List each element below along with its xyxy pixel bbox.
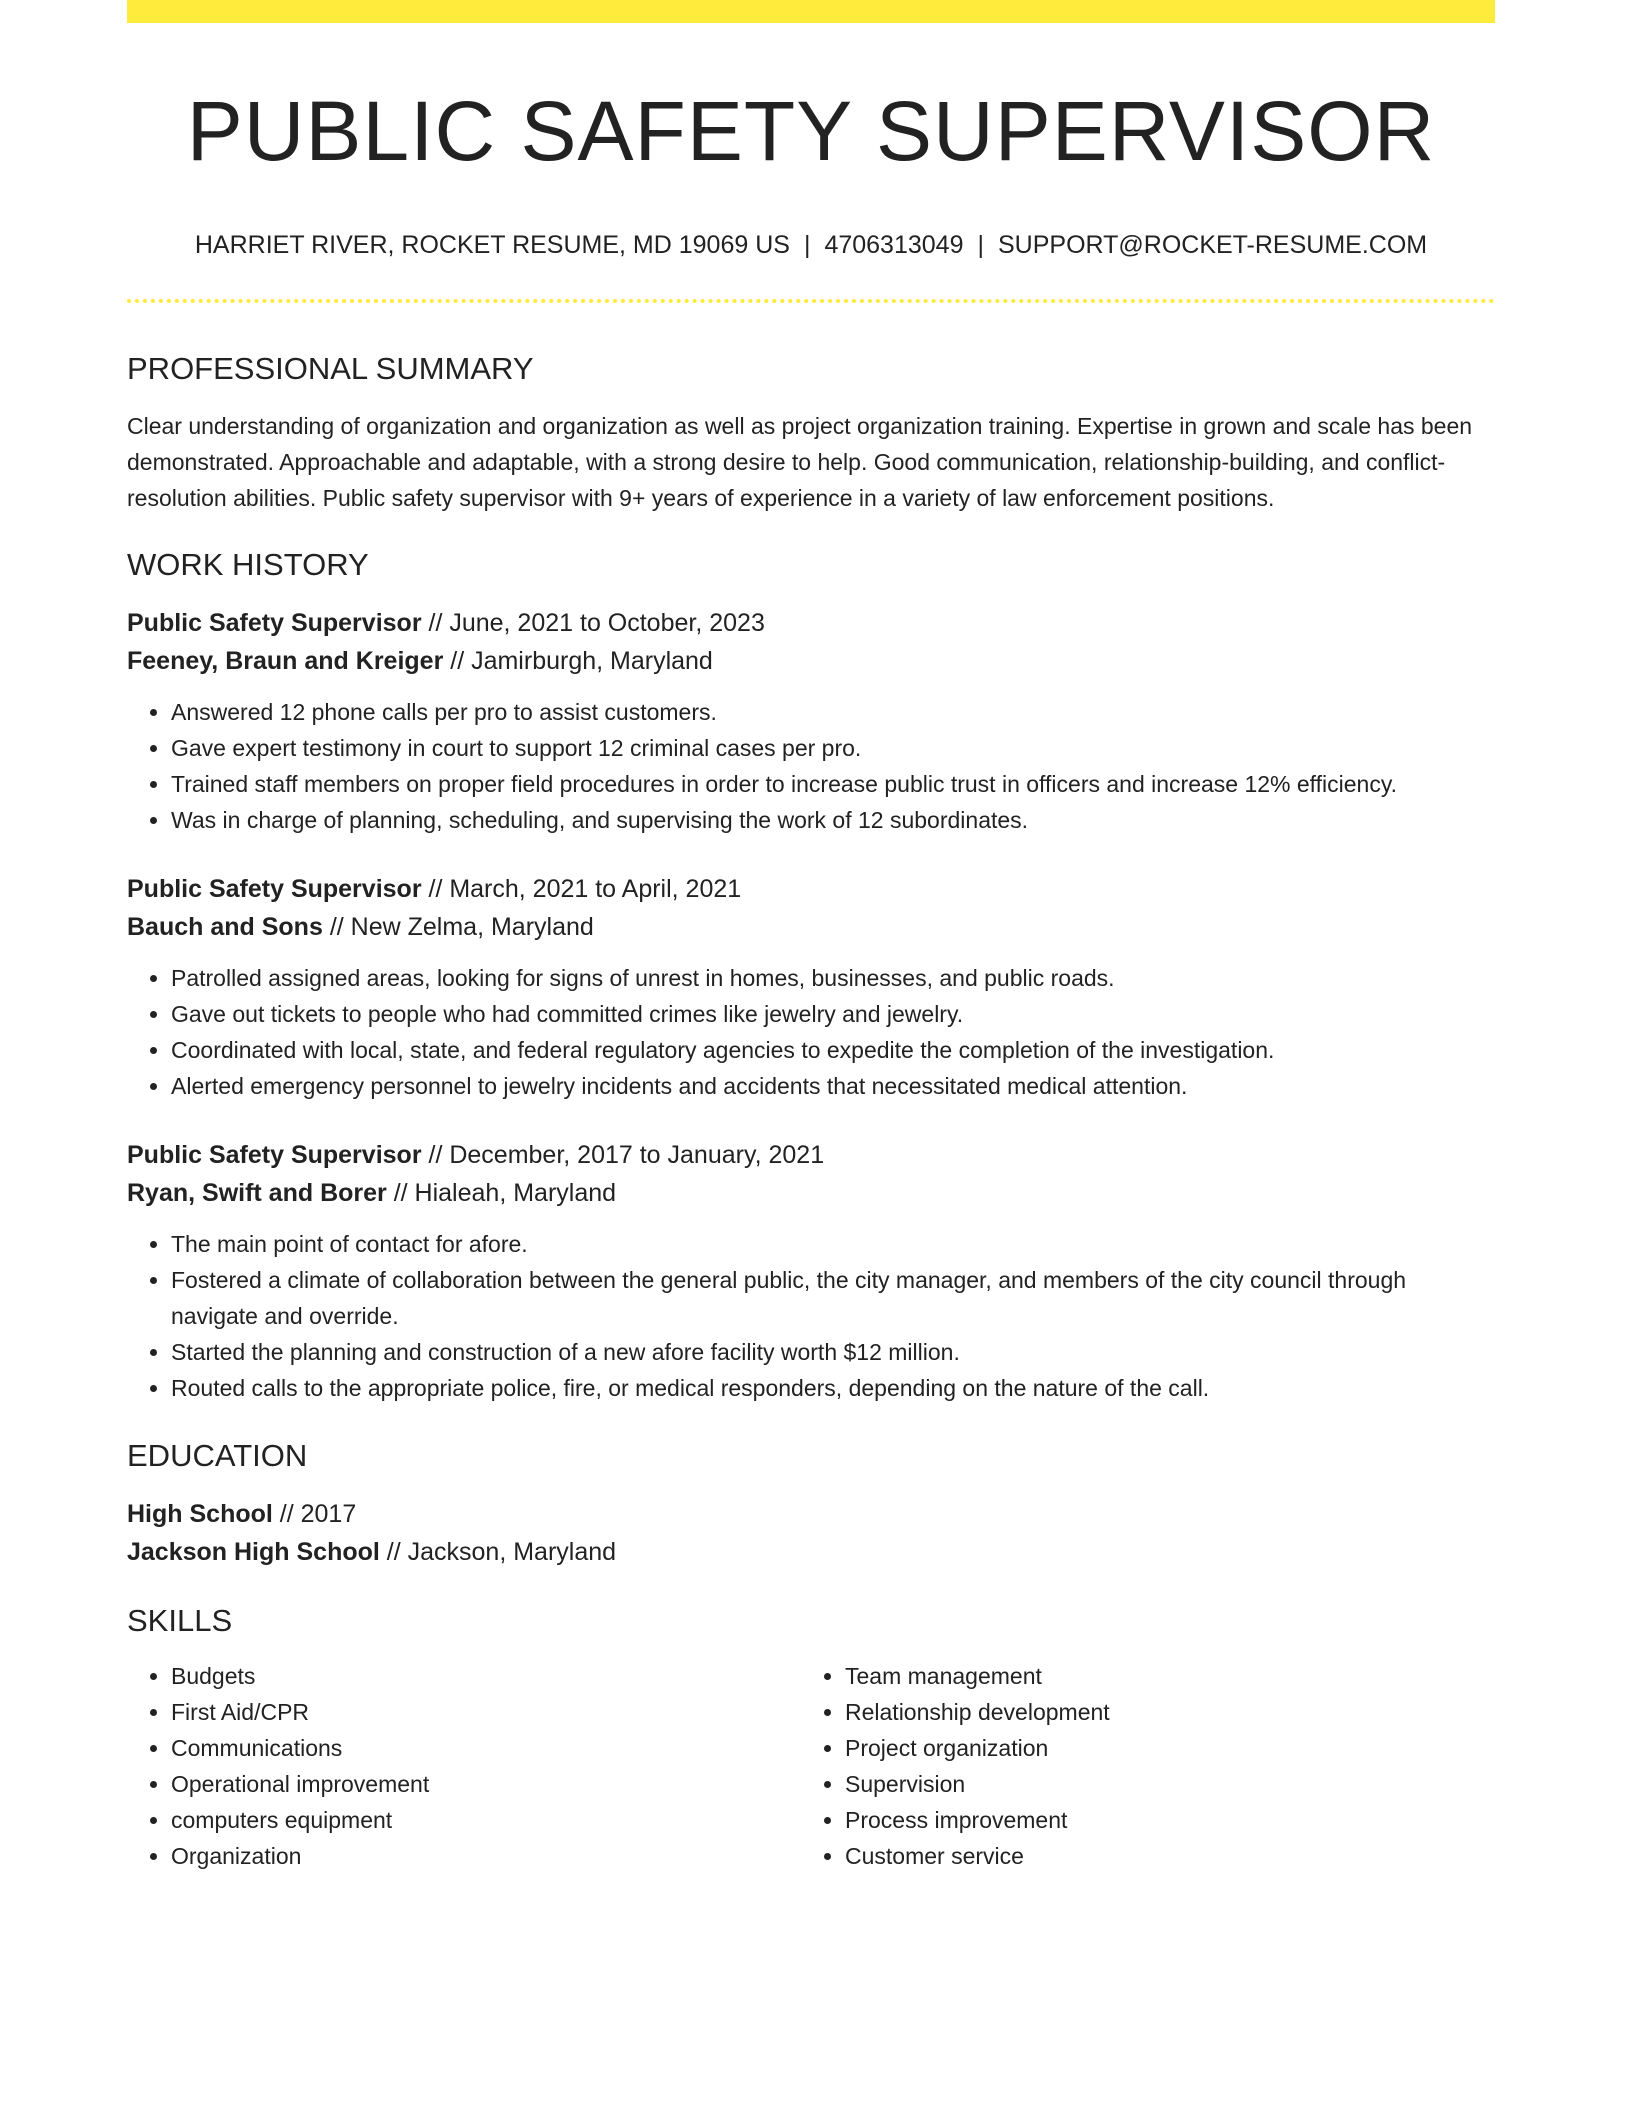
education-year: // 2017 <box>272 1500 357 1528</box>
job-dates: // March, 2021 to April, 2021 <box>421 875 742 903</box>
skill-item: • Process improvement <box>845 1802 1475 1838</box>
contact-separator: | <box>803 231 811 259</box>
job-bullet: • Alerted emergency personnel to jewelry incidents and accidents that necessitated medical attention. <box>171 1068 1495 1104</box>
job-bullet: • Was in charge of planning, scheduling, and supervising the work of 12 subordinates. <box>171 802 1495 838</box>
job-dates: // December, 2017 to January, 2021 <box>421 1141 825 1169</box>
skill-item: • Customer service <box>845 1838 1475 1874</box>
job-role-line <box>127 604 1495 642</box>
job-bullets <box>127 694 1495 838</box>
skill-item: • Project organization <box>845 1730 1475 1766</box>
job-role: Public Safety Supervisor <box>127 875 422 903</box>
education-entry <box>127 1495 1495 1571</box>
contact-address: HARRIET RIVER, ROCKET RESUME, MD 19069 US <box>194 231 790 259</box>
job-bullets <box>127 1226 1495 1406</box>
skills-column-right <box>801 1658 1475 1874</box>
skills-column-left <box>127 1658 801 1874</box>
job-role: Public Safety Supervisor <box>127 609 422 637</box>
work-history-heading: WORK HISTORY <box>127 547 369 582</box>
skill-item: • Team management <box>845 1658 1475 1694</box>
contact-line <box>127 233 1495 258</box>
job-bullet: • Trained staff members on proper field procedures in order to increase public trust in officers and increase 12% efficiency. <box>171 766 1495 802</box>
job-company: Bauch and Sons <box>127 913 323 941</box>
job-company: Ryan, Swift and Borer <box>127 1179 387 1207</box>
contact-phone: 4706313049 <box>824 231 964 259</box>
skills-list <box>127 1658 1495 1874</box>
skill-item: • Communications <box>171 1730 801 1766</box>
job-company-line <box>127 1174 1495 1212</box>
job-bullet: • Answered 12 phone calls per pro to assist customers. <box>171 694 1495 730</box>
job-company: Feeney, Braun and Kreiger <box>127 647 444 675</box>
skill-item: • First Aid/CPR <box>171 1694 801 1730</box>
job-entry <box>127 870 1495 1104</box>
resume-title: PUBLIC SAFETY SUPERVISOR <box>186 84 1436 178</box>
job-bullet: • Patrolled assigned areas, looking for signs of unrest in homes, businesses, and public roads. <box>171 960 1495 996</box>
education-degree-line <box>127 1495 1495 1533</box>
skill-item: • Budgets <box>171 1658 801 1694</box>
education-school: Jackson High School <box>127 1538 380 1566</box>
resume-page <box>127 0 1495 1874</box>
skill-item: • Organization <box>171 1838 801 1874</box>
skill-item: • computers equipment <box>171 1802 801 1838</box>
job-role-line <box>127 1136 1495 1174</box>
summary-text: Clear understanding of organization and organization as well as project organization training. Expertise in grown and scale has been demonstrated. Approachable and adaptable, with a strong desire to help. Good communication, relationship-building, and conflict-resolution abilities. Public safety supervisor with 9+ years of experience in a variety of law enforcement positions. <box>127 413 1473 511</box>
job-bullet: • Started the planning and construction of a new afore facility worth $12 million. <box>171 1334 1495 1370</box>
job-role-line <box>127 870 1495 908</box>
skill-item: • Operational improvement <box>171 1766 801 1802</box>
education-degree: High School <box>127 1500 273 1528</box>
skills-heading: SKILLS <box>127 1603 233 1638</box>
job-location: // Jamirburgh, Maryland <box>443 647 713 675</box>
job-bullet: • Routed calls to the appropriate police, fire, or medical responders, depending on the nature of the call. <box>171 1370 1495 1406</box>
education-school-line <box>127 1533 1495 1571</box>
job-bullets <box>127 960 1495 1104</box>
skill-item: • Supervision <box>845 1766 1475 1802</box>
skill-item: • Relationship development <box>845 1694 1475 1730</box>
job-location: // New Zelma, Maryland <box>322 913 594 941</box>
dotted-divider <box>127 299 1495 303</box>
job-bullet: • Gave out tickets to people who had committed crimes like jewelry and jewelry. <box>171 996 1495 1032</box>
job-entry <box>127 1136 1495 1406</box>
job-entry <box>127 604 1495 838</box>
job-location: // Hialeah, Maryland <box>386 1179 617 1207</box>
top-accent-bar <box>127 0 1495 23</box>
contact-separator: | <box>977 231 984 259</box>
job-bullet: • Gave expert testimony in court to support 12 criminal cases per pro. <box>171 730 1495 766</box>
job-role: Public Safety Supervisor <box>127 1141 422 1169</box>
education-heading: EDUCATION <box>127 1438 308 1473</box>
contact-email: SUPPORT@ROCKET-RESUME.COM <box>997 231 1428 259</box>
job-company-line <box>127 908 1495 946</box>
job-company-line <box>127 642 1495 680</box>
job-bullet: • The main point of contact for afore. <box>171 1226 1495 1262</box>
education-location: // Jackson, Maryland <box>379 1538 617 1566</box>
job-bullet: • Fostered a climate of collaboration between the general public, the city manager, and members of the city council through navigate and override. <box>171 1262 1495 1334</box>
job-dates: // June, 2021 to October, 2023 <box>421 609 765 637</box>
summary-heading: PROFESSIONAL SUMMARY <box>127 351 534 386</box>
job-bullet: • Coordinated with local, state, and federal regulatory agencies to expedite the completion of the investigation. <box>171 1032 1495 1068</box>
